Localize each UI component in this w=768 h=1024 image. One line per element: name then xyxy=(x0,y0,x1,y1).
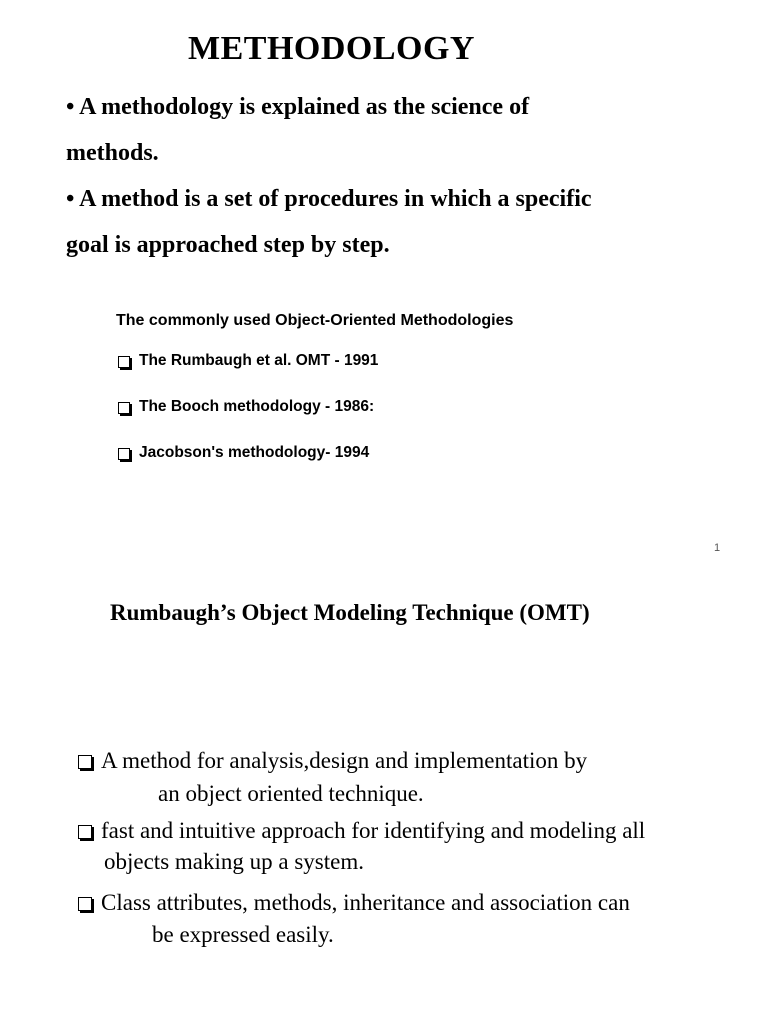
checkbox-bullet-icon xyxy=(118,356,130,368)
omt-title: Rumbaugh’s Object Modeling Technique (OMT) xyxy=(110,600,590,625)
list-item-line2: an object oriented technique. xyxy=(158,781,424,806)
list-item-label: The Booch methodology - 1986: xyxy=(139,398,375,415)
page-number: 1 xyxy=(714,542,721,554)
list-item xyxy=(118,352,378,370)
list-item-line1: Class attributes, methods, inheritance and association can xyxy=(101,890,630,915)
list-item xyxy=(78,818,645,844)
list-item xyxy=(78,748,587,774)
list-item xyxy=(118,398,374,416)
list-item-line1: A method for analysis,design and implementation by xyxy=(101,748,588,773)
checkbox-bullet-icon xyxy=(118,402,130,414)
bullet-methodology-line1: • A methodology is explained as the science of xyxy=(66,94,530,120)
list-item-line1: fast and intuitive approach for identifying and modeling all xyxy=(101,818,646,843)
checkbox-bullet-icon xyxy=(78,755,92,769)
checkbox-bullet-icon xyxy=(118,448,130,460)
list-item xyxy=(78,890,630,916)
slide-title: METHODOLOGY xyxy=(188,30,475,67)
list-item-label: Jacobson's methodology- 1994 xyxy=(139,444,370,461)
list-item-label: The Rumbaugh et al. OMT - 1991 xyxy=(139,352,379,369)
checkbox-bullet-icon xyxy=(78,897,92,911)
checkbox-bullet-icon xyxy=(78,825,92,839)
list-item-line2: be expressed easily. xyxy=(152,922,334,947)
methodologies-subheading: The commonly used Object-Oriented Methodologies xyxy=(116,312,514,329)
list-item xyxy=(118,444,369,462)
bullet-method-line1: • A method is a set of procedures in which a specific xyxy=(66,186,592,212)
list-item-line2: objects making up a system. xyxy=(104,849,364,874)
bullet-method-line2: goal is approached step by step. xyxy=(66,232,390,258)
bullet-methodology-line2: methods. xyxy=(66,140,159,166)
